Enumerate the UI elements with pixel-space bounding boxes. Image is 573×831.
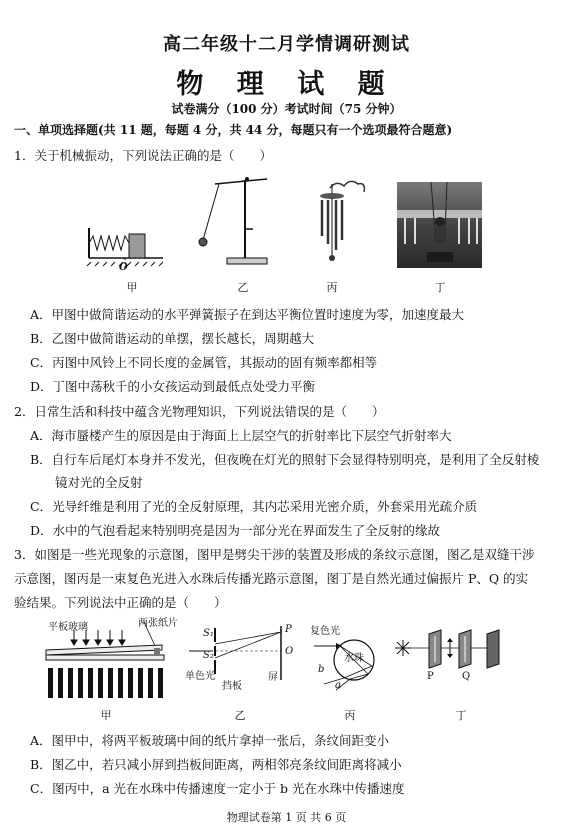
question-3-stem-line2: 示意图，图丙是一束复色光进入水珠后传播光路示意图，图丁是自然光通过偏振片 P、Q 的实: [14, 571, 529, 586]
q3-option-a: A．图甲中，将两平板玻璃中间的纸片拿掉一张后，条纹间距变小: [30, 733, 390, 748]
q3-label-mono: 单色光: [185, 671, 215, 682]
q2-option-b: B．自行车后尾灯本身并不发光，但夜晚在灯光的照射下会显得特别明亮，是利用了全反射棱: [30, 452, 540, 467]
q1-option-c: C．丙图中风铃上不同长度的金属管，其振动的固有频率都相等: [30, 355, 378, 370]
q2-option-a: A．海市蜃楼产生的原因是由于海面上上层空气的折射率比下层空气折射率大: [30, 428, 452, 443]
q1-fig-o-label: O: [119, 262, 128, 273]
q3-fig-caption-ding: 丁: [455, 709, 467, 722]
q3-option-b: B．图乙中，若只减小屏到挡板间距离，两相邻亮条纹间距离将减小: [30, 757, 402, 772]
q3-figure-wedge: [44, 628, 174, 704]
q3-label-screen: 屏: [268, 672, 278, 683]
section-heading: 一、单项选择题(共 11 题，每题 4 分，共 44 分，每题只有一个选项最符合题意): [14, 123, 453, 137]
q3-label-o: O: [285, 646, 294, 657]
q3-label-s2: S₂: [203, 650, 214, 661]
q2-option-d: D．水中的气泡看起来特别明亮是因为一部分光在界面发生了全反射的缘故: [30, 523, 441, 538]
q3-label-droplet: 水珠: [344, 653, 364, 664]
q3-label-glass: 平板玻璃: [48, 622, 88, 633]
question-3-stem-line1: 3．如图是一些光现象的示意图，图甲是劈尖干涉的装置及形成的条纹示意图，图乙是双缝干涉: [14, 547, 535, 562]
q1-option-d: D．丁图中荡秋千的小女孩运动到最低点处受力平衡: [30, 379, 316, 394]
subject-title: 物 理 试 题: [176, 69, 397, 100]
q3-figure-polarizers: [395, 628, 505, 678]
q3-label-s1: S₁: [203, 628, 214, 639]
page-footer: 物理试卷第 1 页 共 6 页: [226, 811, 347, 824]
q3-label-pol-p: P: [427, 671, 434, 682]
q3-fig-caption-yi: 乙: [234, 709, 246, 722]
q1-fig-caption-ding: 丁: [434, 281, 446, 294]
q3-label-composite: 复色光: [310, 626, 340, 637]
question-3-stem-line3: 验结果。下列说法中正确的是（ ）: [14, 595, 227, 610]
exam-meta: 试卷满分（100 分）考试时间（75 分钟）: [171, 102, 402, 116]
q1-figure-pendulum: [195, 174, 275, 268]
q3-label-pol-q: Q: [462, 671, 471, 682]
q3-label-a: a: [335, 680, 341, 691]
q3-fig-caption-bing: 丙: [344, 709, 356, 722]
q3-label-baffle: 挡板: [222, 681, 242, 692]
question-1-stem: 1．关于机械振动，下列说法正确的是（ ）: [14, 148, 272, 163]
q1-fig-caption-jia: 甲: [126, 281, 138, 294]
q1-figure-windchime: [300, 178, 380, 268]
q3-label-p: P: [285, 624, 292, 635]
q2-option-b-cont: 镜对光的全反射: [30, 475, 143, 490]
q3-label-paper: 两张纸片: [138, 618, 178, 629]
q1-option-a: A．甲图中做简谐运动的水平弹簧振子在到达平衡位置时速度为零，加速度最大: [30, 307, 465, 322]
q1-fig-caption-yi: 乙: [237, 281, 249, 294]
q3-fig-caption-jia: 甲: [100, 709, 112, 722]
q1-option-b: B．乙图中做简谐运动的单摆，摆长越长，周期越大: [30, 331, 315, 346]
q2-option-c: C．光导纤维是利用了光的全反射原理，其内芯采用光密介质，外套采用光疏介质: [30, 499, 478, 514]
q3-label-b: b: [318, 664, 325, 675]
q1-figure-swing-photo: [397, 182, 482, 268]
q1-fig-caption-bing: 丙: [326, 281, 338, 294]
exam-title: 高二年级十二月学情调研测试: [163, 34, 410, 55]
question-2-stem: 2．日常生活和科技中蕴含光物理知识，下列说法错误的是（ ）: [14, 404, 385, 419]
q3-option-c: C．图丙中，a 光在水珠中传播速度一定小于 b 光在水珠中传播速度: [30, 781, 405, 796]
